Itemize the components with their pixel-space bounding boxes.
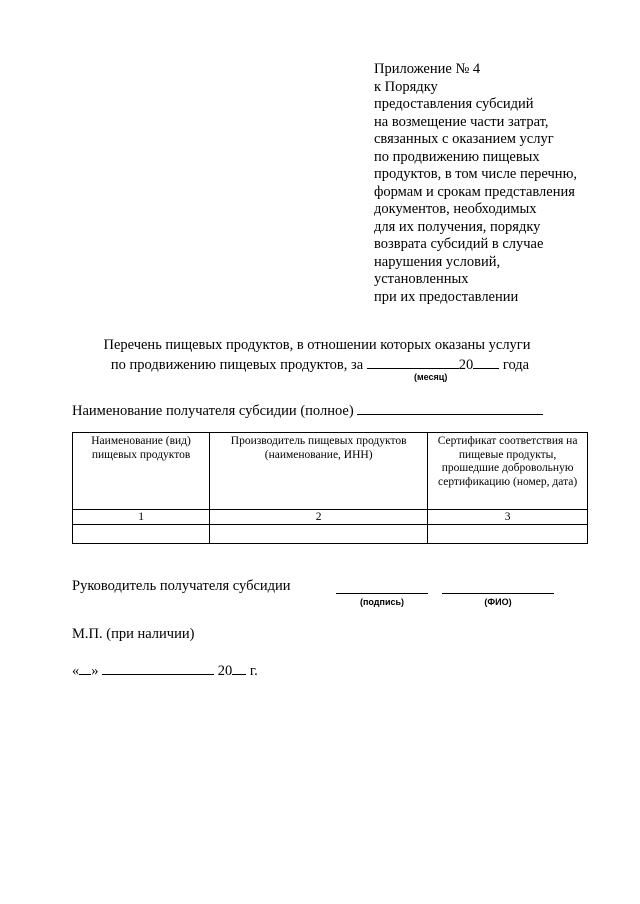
header-certificate: Сертификат соответствия на пищевые продукты, прошедшие добровольную сертификацию (номер, дата) [428,433,588,510]
table-cell[interactable] [73,525,210,544]
stamp-label: М.П. (при наличии) [72,626,195,642]
recipient-name-blank[interactable] [357,400,543,415]
appendix-line: установленных [374,271,469,287]
full-name-blank[interactable] [442,593,554,594]
title-prefix: по продвижению пищевых продуктов, за [110,357,364,373]
date-year-prefix: 20 [217,663,233,679]
table-column-numbers-row [73,510,588,525]
month-blank-date[interactable] [102,660,214,675]
appendix-line: при их предоставлении [374,288,519,305]
recipient-row [72,400,543,420]
recipient-label: Наименование получателя субсидии (полное) [72,403,354,419]
head-signature-label: Руководитель получателя субсидии [72,578,291,594]
appendix-line: связанных с оказанием услуг [374,131,554,147]
date-year-suffix: г. [249,663,258,679]
table-cell[interactable] [210,525,428,544]
month-blank[interactable] [367,354,459,369]
header-manufacturer: Производитель пищевых продуктов (наименование, ИНН) [210,433,428,510]
appendix-header [374,61,624,306]
column-number: 2 [210,510,428,525]
appendix-line: продуктов, в том числе перечню, [374,166,578,182]
year-blank[interactable] [473,354,499,369]
header-product-name: Наименование (вид) пищевых продуктов [73,433,210,510]
document-title-line2 [0,354,640,374]
appendix-line: на возмещение части затрат, [374,113,549,130]
year-blank-date[interactable] [232,660,246,675]
table-header-row [73,433,588,510]
appendix-line: нарушения условий, [374,253,501,270]
column-number: 3 [428,510,588,525]
appendix-line: документов, необходимых [374,201,537,217]
appendix-line: к Порядку [374,78,438,95]
appendix-line: Приложение № 4 [374,61,481,77]
date-close-quote: » [91,663,99,679]
title-year-prefix: 20 [458,357,474,373]
appendix-line: возврата субсидий в случае [374,236,544,252]
table-cell[interactable] [428,525,588,544]
signature-blank[interactable] [336,593,428,594]
column-number: 1 [73,510,210,525]
appendix-line: для их получения, порядку [374,218,541,235]
date-open-quote: « [72,663,80,679]
appendix-line: по продвижению пищевых [374,148,540,165]
appendix-line: предоставления субсидий [374,96,534,112]
appendix-line: формам и срокам представления [374,183,575,200]
document-title-line1: Перечень пищевых продуктов, в отношении которых оказаны услуги [103,337,531,353]
products-table [72,432,588,544]
day-blank[interactable] [79,660,91,675]
month-caption: (месяц) [414,372,448,382]
full-name-caption: (ФИО) [484,597,512,607]
date-row [72,660,258,680]
title-suffix: года [502,357,530,373]
signature-caption: (подпись) [359,597,405,607]
table-row [73,525,588,544]
